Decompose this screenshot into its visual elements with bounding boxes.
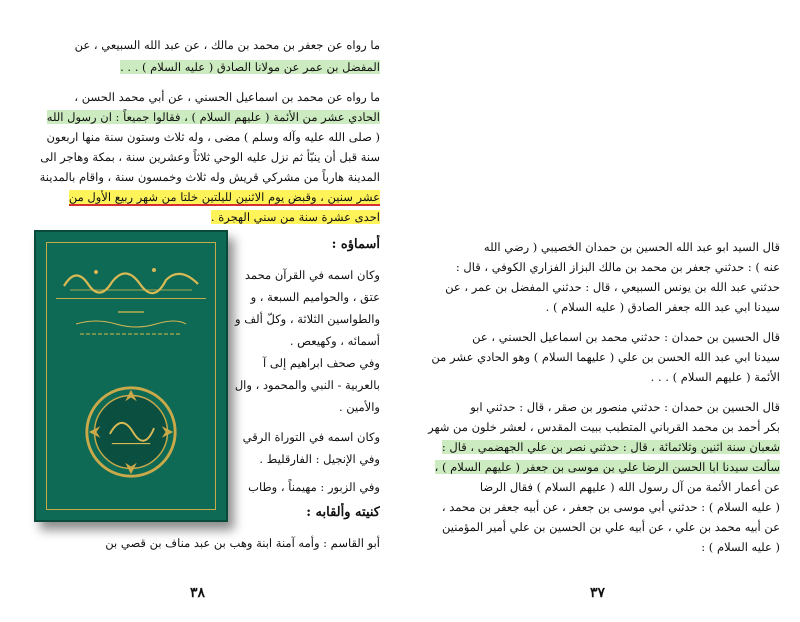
text-line: ( عليه السلام ) : حدثني أبي موسى بن جعفر ، عن أبيه جعفر بن محمد ، xyxy=(441,500,780,514)
text-line: وكان اسمه في القرآن محمد xyxy=(244,268,380,282)
text-line: قال الحسين بن حمدان : حدثني منصور بن صقر ، قال : حدثني ابو xyxy=(470,400,780,414)
highlighted-phrase: سألت سيدنا ابا الحسن الرضا علي بن موسى بن جعفر ( عليهم السلام ) ، xyxy=(434,460,780,474)
book-medallion-ornament xyxy=(83,384,179,480)
page-number: ٣٨ xyxy=(190,585,206,601)
text-line: الأئمة ( عليهم السلام ) . . . xyxy=(650,370,780,384)
page-number: ٣٧ xyxy=(590,585,606,601)
text-line: وكان اسمه في التوراة الرقي xyxy=(242,430,380,444)
text-line: أسمائه ، وكهيعص . xyxy=(289,334,380,348)
text-line xyxy=(420,457,780,477)
highlighted-phrase: احدى عشرة سنة من سني الهجرة . xyxy=(210,210,380,224)
text-line xyxy=(20,107,380,127)
text-line: والأمين . xyxy=(338,400,380,414)
text-line: عنه ) : حدثني جعفر بن محمد بن مالك البزاز الفزاري الكوفي ، قال : xyxy=(455,260,780,274)
text-line: سيدنا ابي عبد الله الحسن بن علي ( عليهما السلام ) وهو الحادي عشر من xyxy=(431,350,780,364)
text-line: ( صلى الله عليه وآله وسلم ) مضى ، وله ثلاث وستون سنة منها اربعون xyxy=(46,130,380,144)
book-subtitle xyxy=(66,306,196,342)
text-line: بالعربية - النبي والمحمود ، وال xyxy=(234,378,380,392)
text-line: ما رواه عن محمد بن اسماعيل الحسني ، عن أبي محمد الحسن ، xyxy=(74,90,380,104)
text-line: عتق ، والحواميم السبعة ، و xyxy=(250,290,380,304)
highlighted-phrase: الحادي عشر من الأئمة ( عليهم السلام ) ، فقالوا جميعاً : ان رسول الله xyxy=(46,110,380,124)
book-title-calligraphy xyxy=(56,258,206,299)
text-line: سيدنا ابي عبد الله جعفر الصادق ( عليه السلام ) . xyxy=(545,300,780,314)
highlighted-phrase: شعبان سنة اثنين وثلاثمائة ، قال : حدثني نصر بن علي الجهضمي ، قال : xyxy=(441,440,780,454)
text-line: ( عليه السلام ) : xyxy=(701,540,780,554)
right-page xyxy=(400,0,800,622)
section-heading: أسماؤه : xyxy=(331,237,380,252)
text-line: وفي الإنجيل : الفارقليط . xyxy=(259,452,380,466)
text-line: والطواسين الثلاثة ، وكلّ ألف و xyxy=(235,312,380,326)
text-line: سنة قبل أن ينبّأ ثم نزل عليه الوحي ثلاثاً وعشرين سنة ، بمكة وهاجر الى xyxy=(40,150,380,164)
text-line xyxy=(20,57,380,77)
highlighted-phrase: المفضل بن عمر عن مولانا الصادق ( عليه السلام ) . . . xyxy=(120,60,380,74)
highlighted-phrase: عشر سنين ، وقبض يوم الاثنين لليلتين خلتا من شهر ربيع الأول من xyxy=(68,190,380,204)
text-line: ما رواه عن جعفر بن محمد بن مالك ، عن عبد الله السبيعي ، عن xyxy=(74,38,380,52)
text-line: بكر أحمد بن محمد القرباني المتطبب ببيت المقدس ، لعشر خلون من شهر xyxy=(428,420,780,434)
text-line: حدثني عبد الله بن يونس السبيعي ، قال : حدثني المفضل بن عمر ، عن xyxy=(445,280,780,294)
text-line: عن أبيه محمد بن علي ، عن أبيه علي بن الحسين بن علي أمير المؤمنين xyxy=(442,520,780,534)
text-line xyxy=(20,187,380,207)
text-line: وفي الزبور : مهيمناً ، وطاب xyxy=(248,480,380,494)
text-line xyxy=(20,207,380,227)
text-line: وفي صحف ابراهيم إلى آ xyxy=(263,356,380,370)
text-line: المدينة هارباً من مشركي قريش وله ثلاث وخمسون سنة ، واقام بالمدينة xyxy=(39,170,380,184)
text-line xyxy=(420,437,780,457)
text-line: أبو القاسم : وأمه آمنة ابنة وهب بن عبد مناف بن قصي بن xyxy=(105,536,380,550)
section-heading: كنيته وألقابه : xyxy=(306,505,380,520)
text-line: عن أعمار الأئمة من آل رسول الله ( عليهم السلام ) فقال الرضا xyxy=(479,480,780,494)
book-cover-image xyxy=(34,230,228,522)
text-line: قال السيد ابو عبد الله الحسين بن حمدان الخصيبي ( رضي الله xyxy=(483,240,780,254)
text-line: قال الحسين بن حمدان : حدثني محمد بن اسماعيل الحسني ، عن xyxy=(472,330,780,344)
